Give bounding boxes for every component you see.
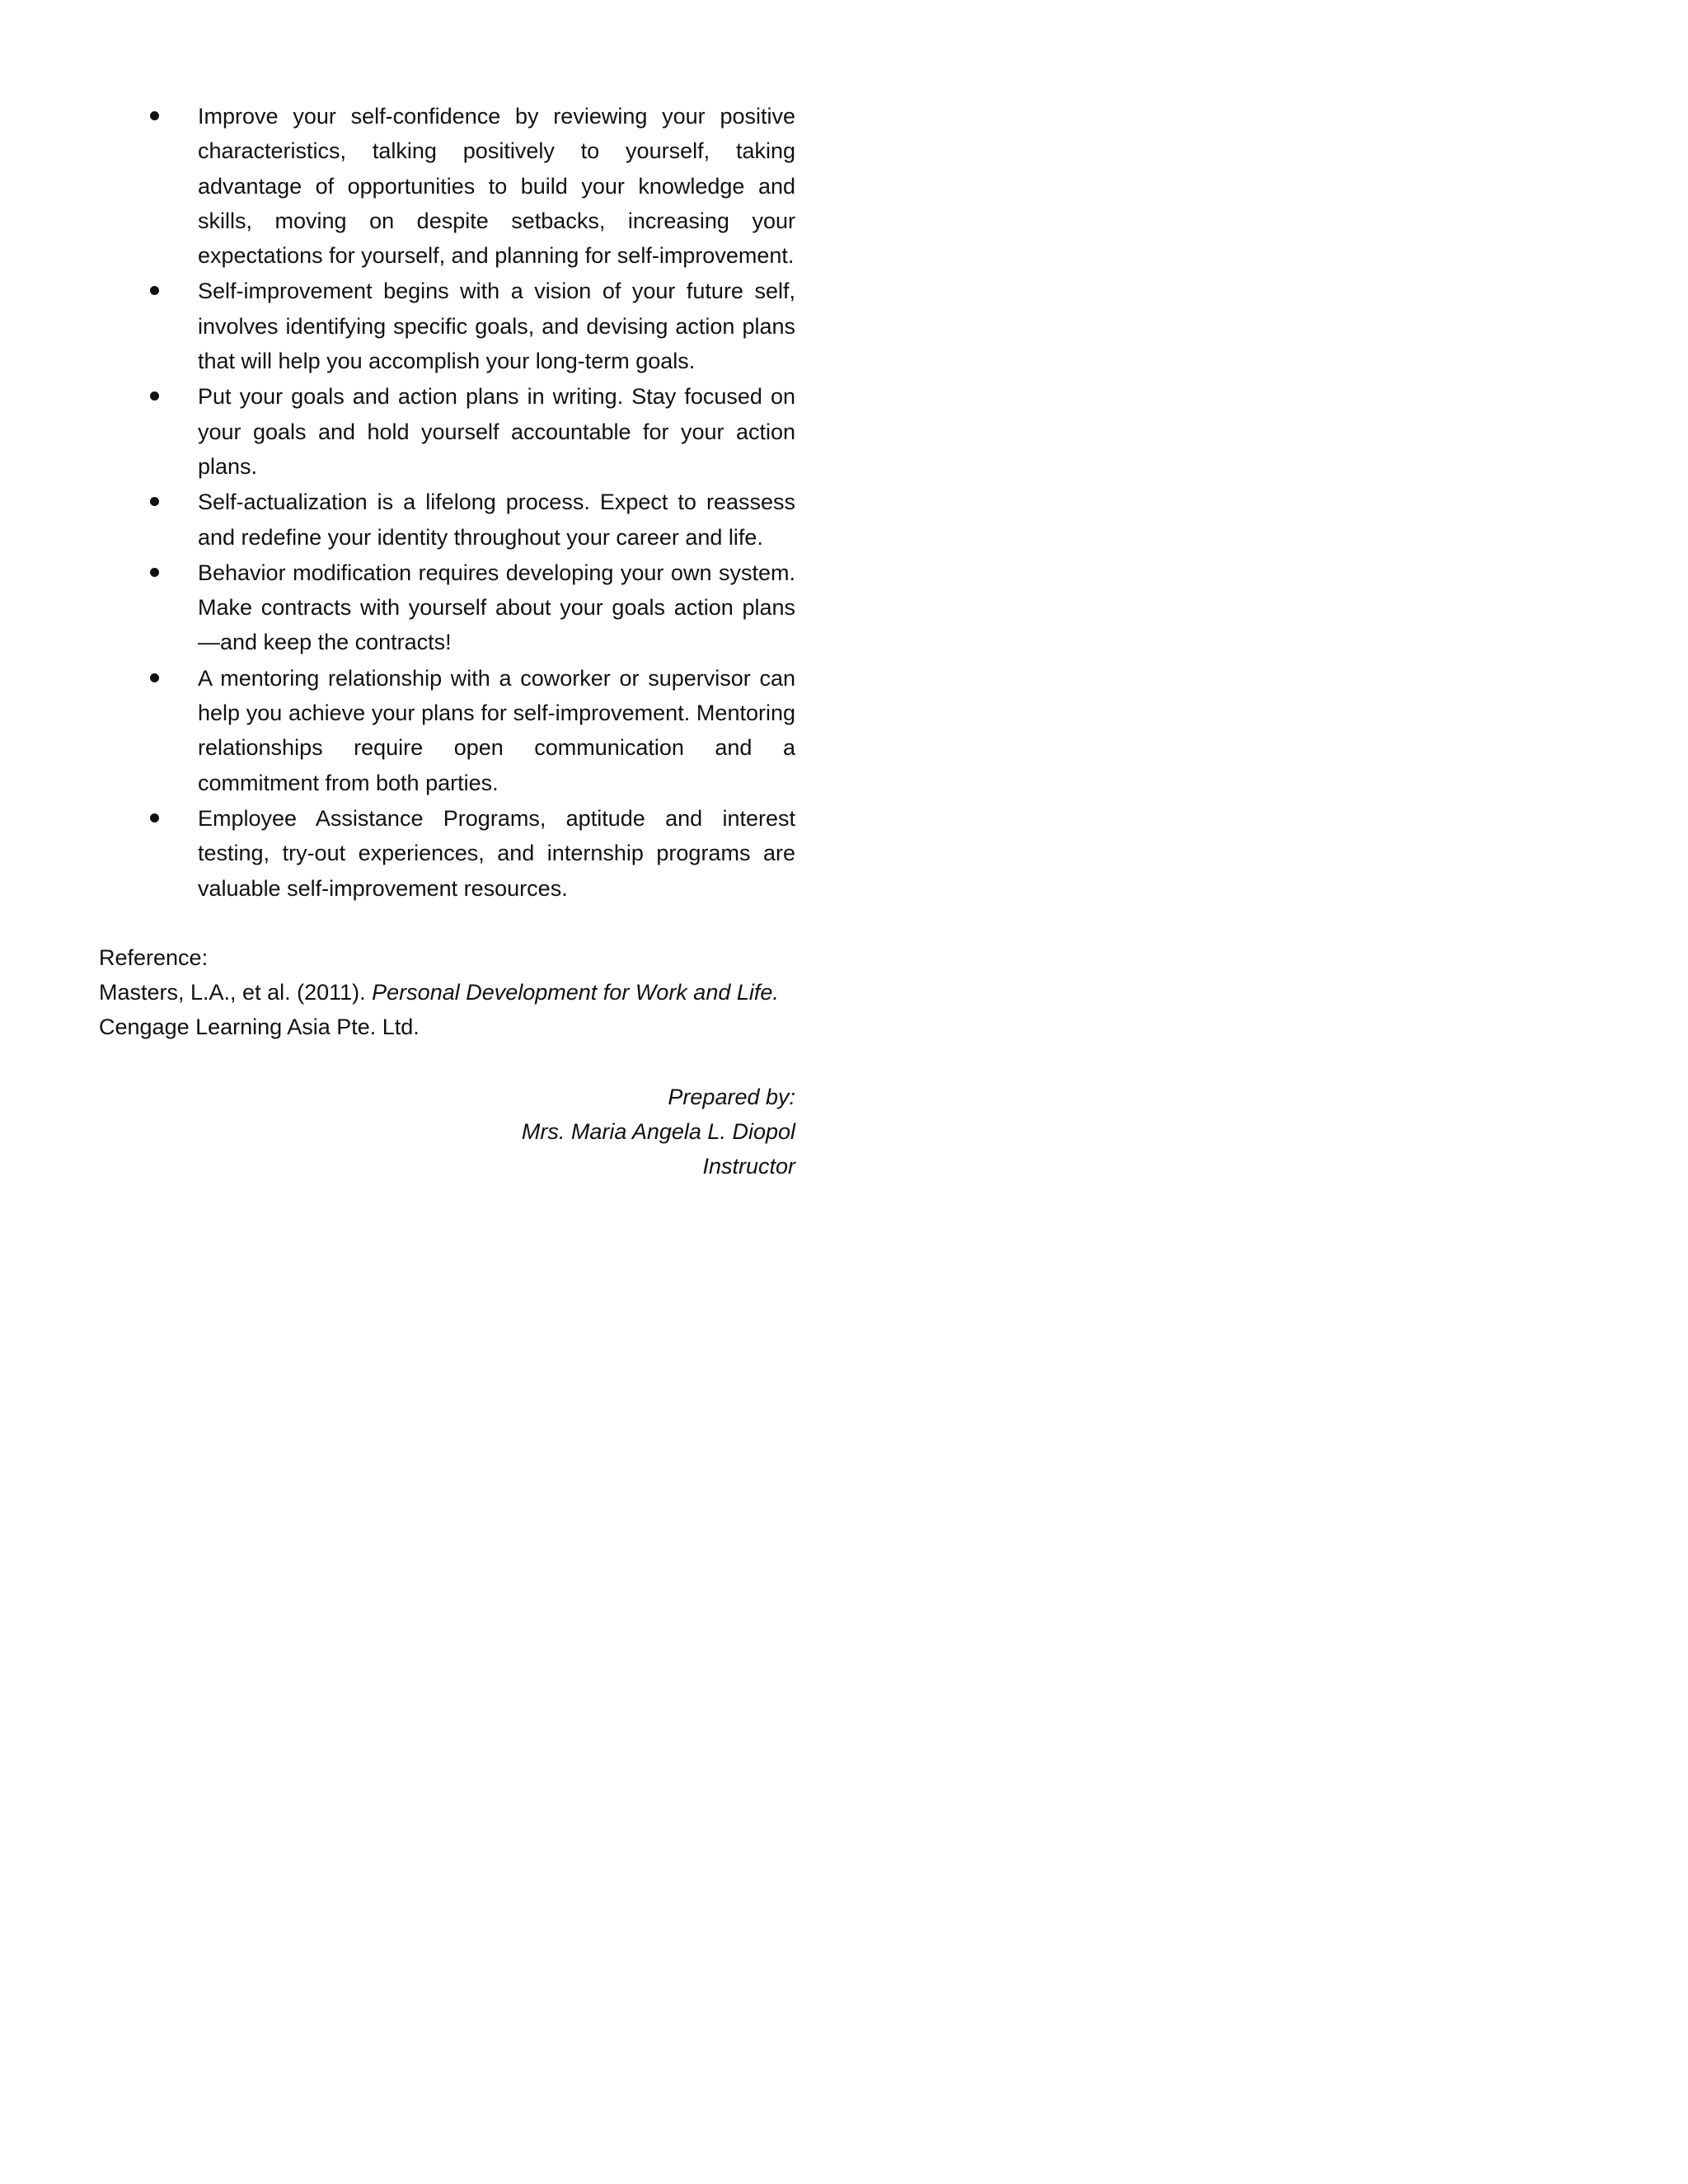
- list-item-text: Improve your self-confidence by reviewing your positive characteristics, talking positively to yourself, taking advantage of opportunities to build your knowledge and skills, moving on despite setbacks, increasing your expectations for yourself, and planning for self-improvement.: [198, 104, 795, 269]
- prepared-by-block: [99, 1080, 795, 1184]
- bullet-icon: [150, 673, 159, 682]
- bullet-icon: [150, 497, 159, 506]
- author-name: Mrs. Maria Angela L. Diopol: [521, 1119, 795, 1145]
- list-item: [99, 485, 795, 555]
- reference-authors: Masters, L.A., et al. (2011).: [99, 980, 366, 1005]
- reference-citation: [99, 975, 795, 1010]
- reference-publisher: Cengage Learning Asia Pte. Ltd.: [99, 1015, 420, 1040]
- list-item-text: Put your goals and action plans in writing. Stay focused on your goals and hold yourself accountable for your action plans.: [198, 384, 795, 479]
- bullet-icon: [150, 391, 159, 401]
- bullet-icon: [150, 111, 159, 120]
- prepared-by-label: Prepared by:: [668, 1084, 795, 1109]
- content-column: [99, 99, 795, 1184]
- bullet-list: [99, 99, 795, 906]
- list-item: [99, 99, 795, 273]
- reference-heading: Reference:: [99, 944, 209, 970]
- list-item-text: Self-actualization is a lifelong process. Expect to reassess and redefine your identity throughout your career and life.: [198, 490, 795, 550]
- reference-section: [99, 940, 795, 1045]
- list-item-text: Behavior modification requires developing your own system. Make contracts with yourself about your goals action plans—and keep the contracts!: [198, 560, 795, 655]
- list-item: [99, 379, 795, 484]
- author-role: Instructor: [702, 1154, 795, 1179]
- list-item-text: A mentoring relationship with a coworker or supervisor can help you achieve your plans for self-improvement. Mentoring relationships require open communication and a commitment from both parties.: [198, 665, 795, 795]
- bullet-icon: [150, 813, 159, 823]
- list-item-text: Employee Assistance Programs, aptitude and interest testing, try-out experiences, and internship programs are valuable self-improvement resources.: [198, 805, 795, 901]
- list-item: [99, 801, 795, 906]
- reference-title: Personal Development for Work and Life.: [372, 980, 779, 1005]
- list-item: [99, 274, 795, 378]
- list-item-text: Self-improvement begins with a vision of your future self, involves identifying specific goals, and devising action plans that will help you accomplish your long-term goals.: [198, 279, 795, 374]
- bullet-icon: [150, 286, 159, 295]
- list-item: [99, 661, 795, 800]
- bullet-icon: [150, 568, 159, 577]
- list-item: [99, 555, 795, 660]
